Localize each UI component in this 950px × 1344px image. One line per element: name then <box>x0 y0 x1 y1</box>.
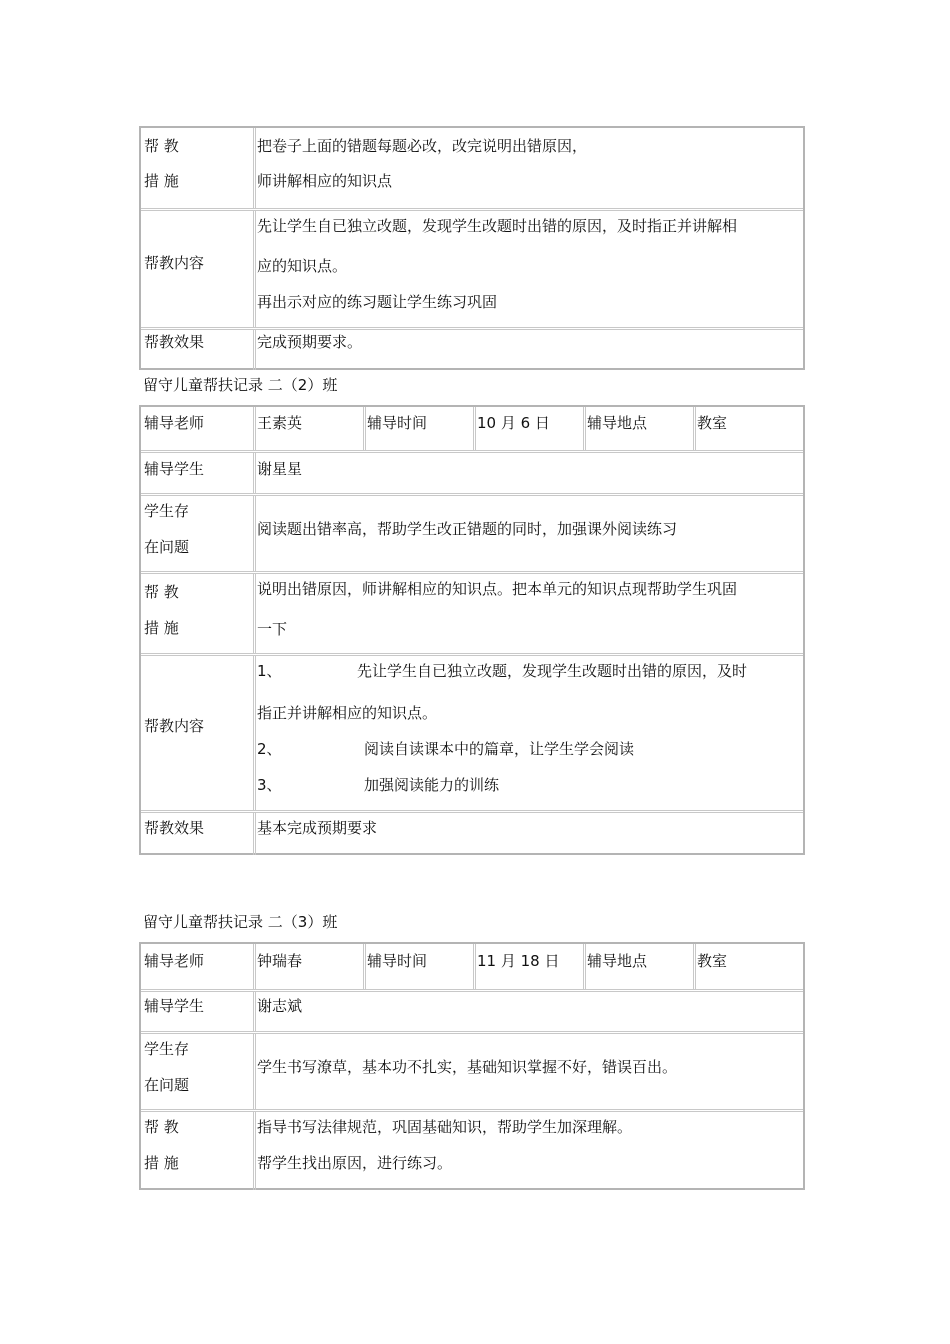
content-text: 再出示对应的练习题让学生练习巩固 <box>257 293 498 311</box>
measures-label: 帮 教 <box>144 1118 179 1136</box>
measures-text: 师讲解相应的知识点 <box>257 172 393 190</box>
time-value: 10 月 6 日 <box>477 414 550 432</box>
measures-text: 帮学生找出原因，进行练习。 <box>257 1154 453 1172</box>
teacher-name: 王素英 <box>257 414 303 432</box>
measures-text: 说明出错原因，师讲解相应的知识点。把本单元的知识点现帮助学生巩固 <box>257 580 738 598</box>
content-item-text: 阅读自读课本中的篇章，让学生学会阅读 <box>364 740 635 758</box>
place-value: 教室 <box>697 952 728 970</box>
problem-text: 阅读题出错率高，帮助学生改正错题的同时，加强课外阅读练习 <box>257 520 678 538</box>
content-text: 应的知识点。 <box>257 257 348 275</box>
measures-row <box>141 1109 803 1190</box>
measures-label: 措 施 <box>144 172 179 190</box>
content-row <box>141 653 803 810</box>
teacher-name: 钟瑞春 <box>257 952 303 970</box>
effect-text: 基本完成预期要求 <box>257 819 378 837</box>
measures-label: 帮 教 <box>144 583 179 601</box>
problem-label: 学生存 <box>144 1040 190 1058</box>
record-table-3 <box>139 942 805 1190</box>
content-text: 先让学生自已独立改题，发现学生改题时出错的原因，及时指正并讲解相 <box>257 217 738 235</box>
place-label: 辅导地点 <box>587 414 648 432</box>
problem-label: 在问题 <box>144 1076 190 1094</box>
problem-label: 学生存 <box>144 502 190 520</box>
content-item-number: 2、 <box>257 740 282 758</box>
student-name: 谢志斌 <box>257 997 303 1015</box>
effect-label: 帮教效果 <box>144 819 205 837</box>
content-item-text: 先让学生自已独立改题，发现学生改题时出错的原因，及时 <box>357 662 748 680</box>
problem-row <box>141 493 803 571</box>
effect-row <box>141 810 803 855</box>
student-label: 辅导学生 <box>144 997 205 1015</box>
header-row <box>141 944 803 989</box>
measures-text: 一下 <box>257 620 288 638</box>
content-item-text: 指正并讲解相应的知识点。 <box>257 704 438 722</box>
problem-label: 在问题 <box>144 538 190 556</box>
problem-row <box>141 1031 803 1109</box>
content-label: 帮教内容 <box>144 254 205 272</box>
problem-text: 学生书写潦草，基本功不扎实，基础知识掌握不好，错误百出。 <box>257 1058 678 1076</box>
place-value: 教室 <box>697 414 728 432</box>
header-row <box>141 407 803 450</box>
measures-text: 指导书写法律规范，巩固基础知识，帮助学生加深理解。 <box>257 1118 633 1136</box>
time-label: 辅导时间 <box>367 952 428 970</box>
student-row <box>141 450 803 493</box>
place-label: 辅导地点 <box>587 952 648 970</box>
teacher-label: 辅导老师 <box>144 414 205 432</box>
measures-label: 措 施 <box>144 1154 179 1172</box>
effect-label: 帮教效果 <box>144 333 205 351</box>
content-item-text: 加强阅读能力的训练 <box>364 776 500 794</box>
content-row <box>141 208 803 327</box>
student-row <box>141 989 803 1031</box>
content-item-number: 3、 <box>257 776 282 794</box>
measures-text: 把卷子上面的错题每题必改，改完说明出错原因， <box>257 137 588 155</box>
time-label: 辅导时间 <box>367 414 428 432</box>
measures-row <box>141 128 803 208</box>
measures-label: 帮 教 <box>144 137 179 155</box>
content-item-number: 1、 <box>257 662 282 680</box>
effect-row <box>141 327 803 370</box>
effect-text: 完成预期要求。 <box>257 333 363 351</box>
teacher-label: 辅导老师 <box>144 952 205 970</box>
record-table-1 <box>139 126 805 370</box>
measures-row <box>141 571 803 653</box>
section-caption: 留守儿童帮扶记录 二（3）班 <box>143 913 338 931</box>
student-label: 辅导学生 <box>144 460 205 478</box>
section-caption: 留守儿童帮扶记录 二（2）班 <box>143 376 338 394</box>
content-label: 帮教内容 <box>144 717 205 735</box>
time-value: 11 月 18 日 <box>477 952 560 970</box>
measures-label: 措 施 <box>144 619 179 637</box>
record-table-2 <box>139 405 805 855</box>
student-name: 谢星星 <box>257 460 303 478</box>
